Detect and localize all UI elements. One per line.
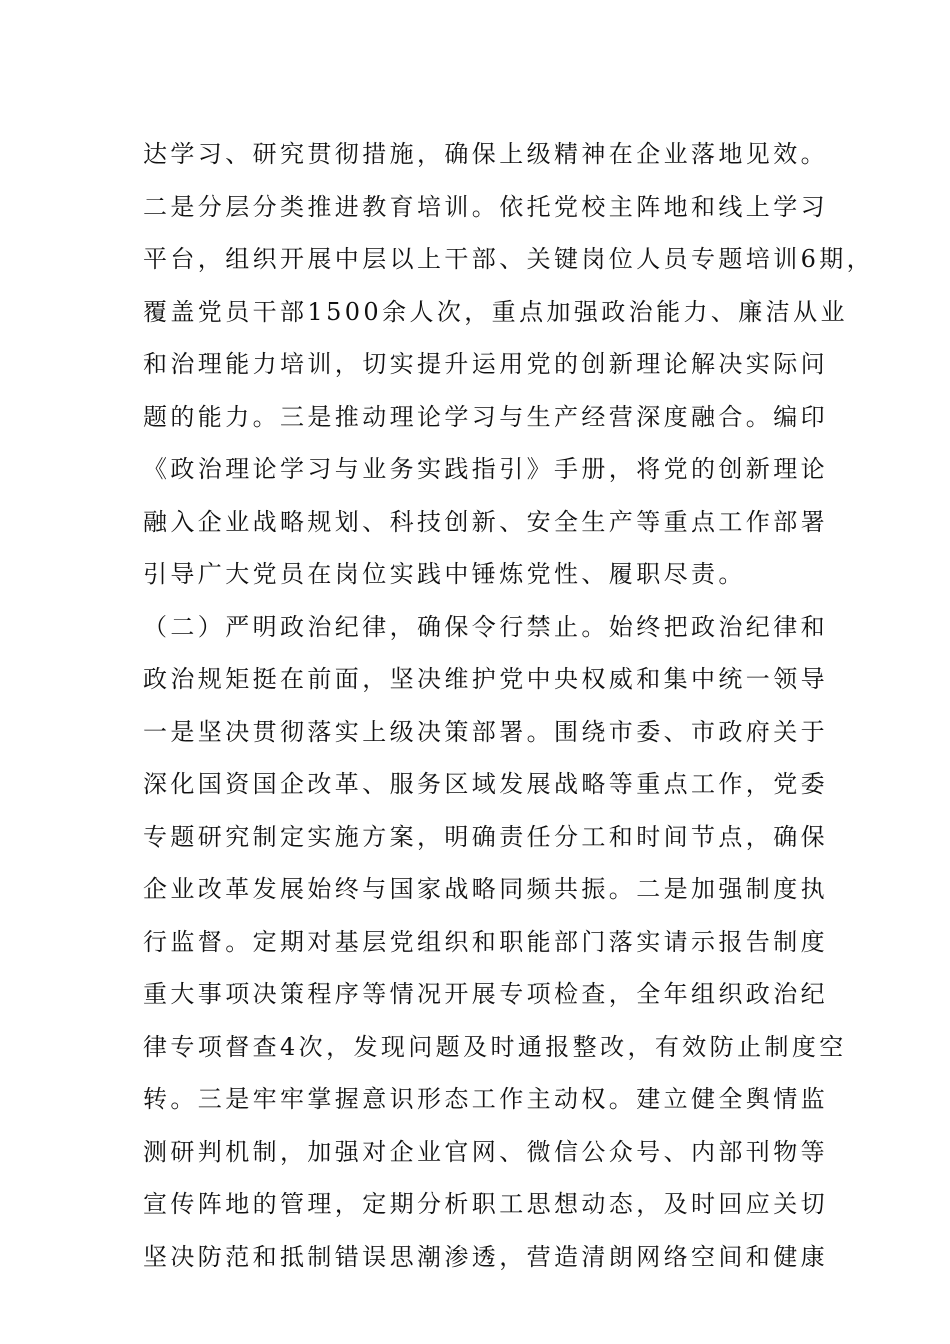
text-line: 坚决防范和抵制错误思潮渗透，营造清朗网络空间和健康 <box>143 1242 828 1271</box>
text-line: 政治规矩挺在前面，坚决维护党中央权威和集中统一领导 <box>143 665 828 693</box>
text-line: 二是分层分类推进教育培训。依托党校主阵地和线上学习 <box>143 192 828 221</box>
text-line: 测研判机制，加强对企业官网、微信公众号、内部刊物等 <box>143 1137 828 1166</box>
text-line: 一是坚决贯彻落实上级决策部署。围绕市委、市政府关于 <box>143 717 828 746</box>
text-line: 题的能力。三是推动理论学习与生产经营深度融合。编印 <box>143 402 828 431</box>
text-line: 重大事项决策程序等情况开展专项检查，全年组织政治纪 <box>143 980 828 1008</box>
text-line: 专题研究制定实施方案，明确责任分工和时间节点，确保 <box>143 822 828 851</box>
text-line: 宣传阵地的管理，定期分析职工思想动态，及时回应关切 <box>143 1190 828 1218</box>
text-line: 企业改革发展始终与国家战略同频共振。二是加强制度执 <box>143 875 828 903</box>
text-line: 转。三是牢牢掌握意识形态工作主动权。建立健全舆情监 <box>143 1085 828 1113</box>
text-line: 覆盖党员干部1500余人次，重点加强政治能力、廉洁从业 <box>143 297 848 326</box>
text-line: 律专项督查4次，发现问题及时通报整改，有效防止制度空 <box>143 1032 847 1061</box>
text-line: 深化国资国企改革、服务区域发展战略等重点工作，党委 <box>143 770 828 798</box>
text-line: 达学习、研究贯彻措施，确保上级精神在企业落地见效。 <box>143 140 828 168</box>
text-line: 平台，组织开展中层以上干部、关键岗位人员专题培训6期， <box>143 245 875 273</box>
text-line: 和治理能力培训，切实提升运用党的创新理论解决实际问 <box>143 350 828 378</box>
text-line: 融入企业战略规划、科技创新、安全生产等重点工作部署 <box>143 507 828 536</box>
text-line: 引导广大党员在岗位实践中锤炼党性、履职尽责。 <box>143 560 746 588</box>
text-line: 《政治理论学习与业务实践指引》手册，将党的创新理论 <box>143 455 828 483</box>
text-line: 行监督。定期对基层党组织和职能部门落实请示报告制度 <box>143 927 828 956</box>
section-heading-line: （二）严明政治纪律，确保令行禁止。始终把政治纪律和 <box>143 612 828 641</box>
body-text <box>143 128 875 1283</box>
